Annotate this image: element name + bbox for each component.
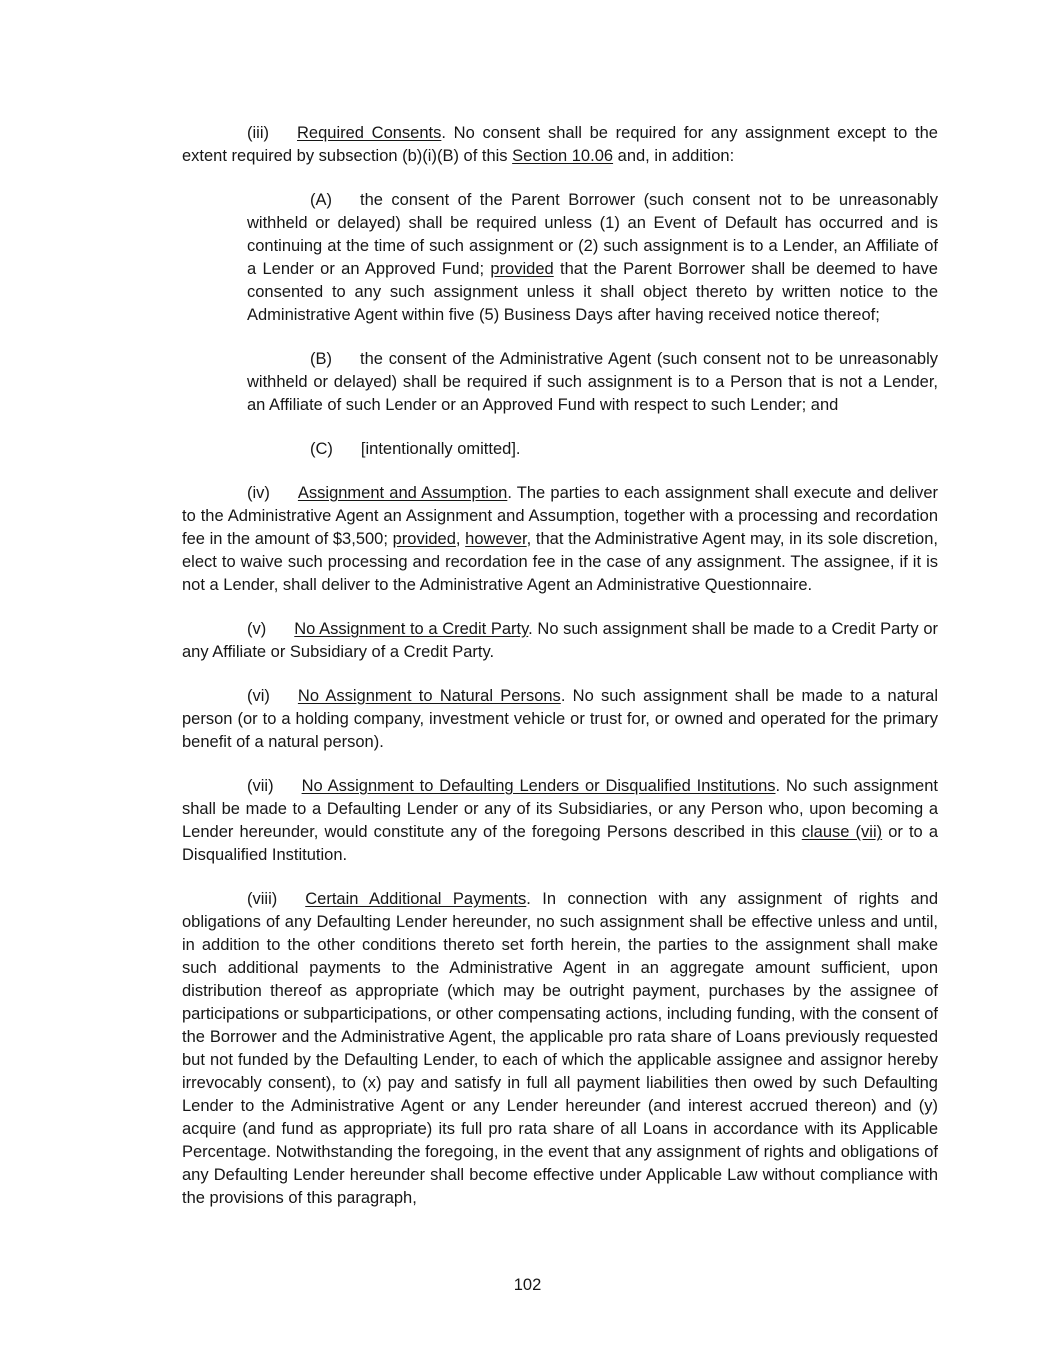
list-label: (viii)	[247, 890, 278, 908]
defined-term-provided: provided	[392, 530, 456, 548]
paragraph-iv	[182, 482, 938, 597]
defined-term-provided: provided	[490, 260, 554, 278]
list-label: (iii)	[247, 124, 269, 142]
text-run: the consent of the Parent Borrower (such consent not to be unreasonably withheld or delayed) shall be required unless (1) an Event of Default has occurred and is continuing at the time of such assignment or (2) such assignment is to a Lender, an Affiliate of a Lender or an Approved Fund;	[247, 191, 938, 278]
paragraph-C	[247, 438, 938, 461]
text-run: . No such assignment shall be made to a Credit Party or any Affiliate or Subsidiary of a Credit Party.	[182, 620, 939, 661]
list-label: (iv)	[247, 484, 270, 502]
document-body	[182, 122, 938, 1231]
section-ref-10-06: Section 10.06	[512, 147, 614, 165]
list-label: (C)	[310, 440, 333, 458]
defined-term-however: however	[465, 530, 527, 548]
list-label: (A)	[310, 191, 332, 209]
heading-certain-additional-payments: Certain Additional Payments	[305, 890, 527, 908]
list-label: (vi)	[247, 687, 270, 705]
heading-no-assignment-defaulting-lenders: No Assignment to Defaulting Lenders or Disqualified Institutions	[301, 777, 776, 795]
text-run: , that the Administrative Agent may, in its sole discretion, elect to waive such processing and recordation fee in the case of any assignment. The assignee, if it is not a Lender, shall deliver to the Administrative Agent an Administrative Questionnaire.	[182, 530, 938, 594]
paragraph-vi	[182, 685, 938, 754]
text-run: . In connection with any assignment of rights and obligations of any Defaulting Lender hereunder, no such assignment shall be effective unless and until, in addition to the other conditions thereto set forth herein, the parties to the assignment shall make such additional payments to the Administrative Agent in an aggregate amount sufficient, upon distribution thereof as appropriate (which may be outright payment, purchases by the assignee of participations or subparticipations, or other compensating actions, including funding, with the consent of the Borrower and the Administrative Agent, the applicable pro rata share of Loans previously requested but not funded by the Defaulting Lender, to each of which the applicable assignee and assignor hereby irrevocably consent), to (x) pay and satisfy in full all payment liabilities then owed by such Defaulting Lender to the Administrative Agent or any Lender hereunder (and interest accrued thereon) and (y) acquire (and fund as appropriate) its full pro rata share of all Loans in accordance with its Applicable Percentage. Notwithstanding the foregoing, in the event that any assignment of rights and obligations of any Defaulting Lender hereunder shall become effective under Applicable Law without compliance with the provisions of this paragraph,	[182, 890, 938, 1207]
text-run: ,	[455, 530, 466, 548]
text-run: . No such assignment shall be made to a natural person (or to a holding company, investment vehicle or trust for, or owned and operated for the primary benefit of a natural person).	[182, 687, 938, 751]
paragraph-v	[182, 618, 938, 664]
text-run: . The parties to each assignment shall execute and deliver to the Administrative Agent an Assignment and Assumption, together with a processing and recordation fee in the amount of $3,500;	[182, 484, 938, 548]
page-number: 102	[513, 1276, 542, 1294]
heading-required-consents: Required Consents	[297, 124, 442, 142]
paragraph-B	[247, 348, 938, 417]
paragraph-viii	[182, 888, 938, 1210]
text-run: that the Parent Borrower shall be deemed to have consented to any such assignment unless it shall object thereto by written notice to the Administrative Agent within five (5) Business Days after having received notice thereof;	[247, 260, 938, 324]
text-run: [intentionally omitted].	[360, 440, 521, 458]
text-run: or to a Disqualified Institution.	[182, 823, 938, 864]
heading-assignment-and-assumption: Assignment and Assumption	[297, 484, 508, 502]
list-label: (v)	[247, 620, 267, 638]
paragraph-iii	[182, 122, 938, 168]
text-run: the consent of the Administrative Agent (such consent not to be unreasonably withheld or delayed) shall be required if such assignment is to a Person that is not a Lender, an Affiliate of such Lender or an Approved Fund with respect to such Lender; and	[247, 350, 938, 414]
paragraph-vii	[182, 775, 938, 867]
text-run: . No consent shall be required for any assignment except to the extent required by subsection (b)(i)(B) of this	[182, 124, 938, 165]
text-run: and, in addition:	[613, 147, 735, 165]
list-label: (vii)	[247, 777, 274, 795]
heading-no-assignment-natural-persons: No Assignment to Natural Persons	[297, 687, 561, 705]
clause-ref-vii: clause (vii)	[801, 823, 883, 841]
heading-no-assignment-credit-party: No Assignment to a Credit Party	[294, 620, 529, 638]
text-run: . No such assignment shall be made to a Defaulting Lender or any of its Subsidiaries, or any Person who, upon becoming a Lender hereunder, would constitute any of the foregoing Persons described in this	[182, 777, 938, 841]
paragraph-A	[247, 189, 938, 327]
list-label: (B)	[310, 350, 332, 368]
